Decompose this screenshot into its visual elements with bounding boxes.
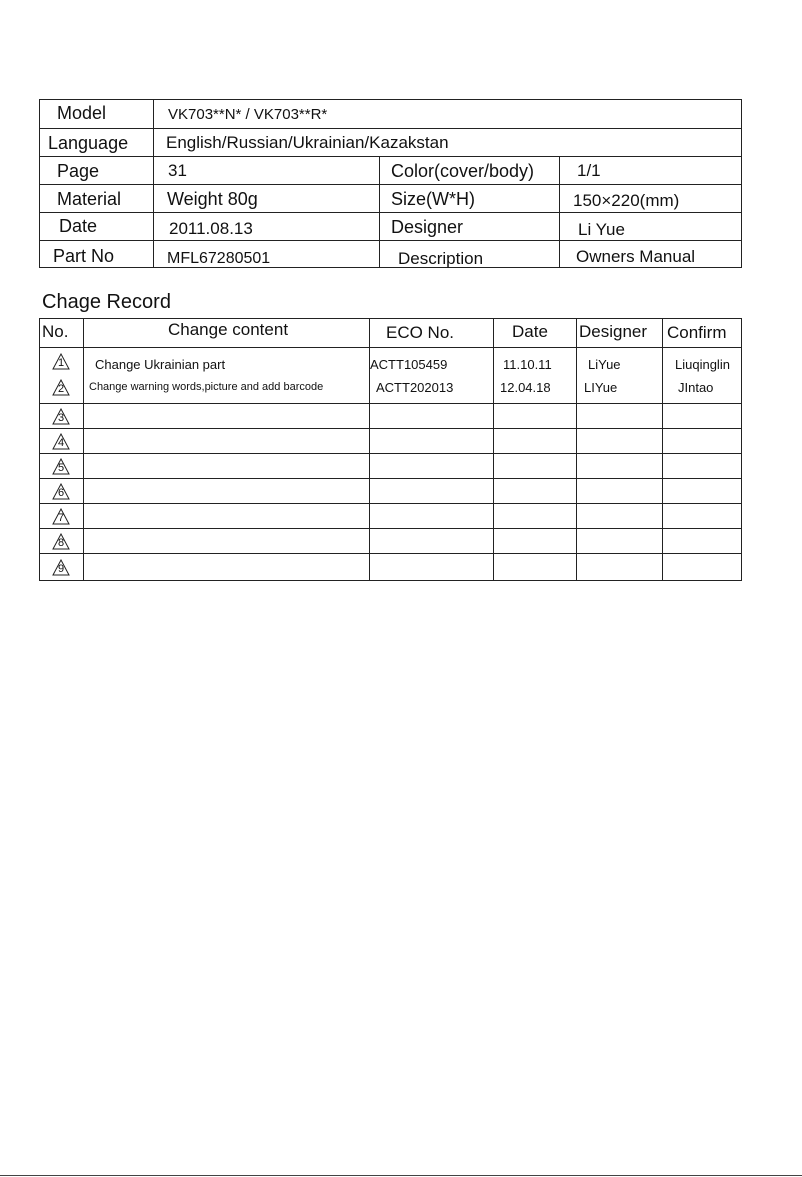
page-label-cell <box>40 157 153 185</box>
table-row <box>40 528 741 553</box>
info-row-partno <box>40 240 741 268</box>
page-label: Page <box>57 161 100 181</box>
size-label: Size(W*H) <box>391 189 475 209</box>
table-row <box>40 478 741 503</box>
row-confirm: Liuqinglin <box>675 357 730 372</box>
row-confirm-cell <box>662 479 741 503</box>
row-date: 12.04.18 <box>500 380 551 395</box>
row-eco-cell <box>369 479 493 503</box>
row-eco-cell <box>369 348 493 403</box>
row-eco-cell <box>369 429 493 453</box>
row-no-cell <box>40 504 83 528</box>
model-value-cell <box>153 100 741 128</box>
row-designer: LIYue <box>584 380 618 395</box>
row-no-cell <box>40 479 83 503</box>
row-eco-cell <box>369 529 493 553</box>
table-row <box>40 553 741 580</box>
model-value: VK703**N* / VK703**R* <box>168 106 328 123</box>
header-no: No. <box>42 322 69 341</box>
change-record-header <box>40 319 741 347</box>
size-value-cell <box>559 185 741 213</box>
date-label-cell <box>40 213 153 241</box>
row-date-cell <box>493 529 576 553</box>
language-label-cell <box>40 129 153 157</box>
row-no: 2 <box>57 383 65 395</box>
revision-triangle-icon <box>52 533 70 550</box>
table-row <box>40 403 741 428</box>
row-confirm-cell <box>662 529 741 553</box>
header-designer-cell <box>576 319 662 347</box>
row-no-cell <box>40 348 83 403</box>
date-label: Date <box>59 216 98 236</box>
header-confirm: Confirm <box>667 323 727 342</box>
row-confirm-cell <box>662 504 741 528</box>
model-label-cell <box>40 100 153 128</box>
table-row <box>40 428 741 453</box>
partno-value: MFL67280501 <box>167 250 271 267</box>
row-no-cell <box>40 404 83 428</box>
description-label-cell <box>379 241 559 268</box>
description-value-cell <box>559 241 741 268</box>
language-value: English/Russian/Ukrainian/Kazakstan <box>166 133 449 152</box>
description-label: Description <box>398 249 484 268</box>
row-eco-cell <box>369 454 493 478</box>
row-content: Change Ukrainian part <box>95 357 226 372</box>
change-record-title: Chage Record <box>42 291 171 313</box>
row-date-cell <box>493 429 576 453</box>
row-no: 8 <box>57 537 65 549</box>
row-date-cell <box>493 504 576 528</box>
row-no: 1 <box>57 357 65 369</box>
info-row-date <box>40 212 741 241</box>
info-row-material <box>40 184 741 213</box>
row-no: 4 <box>57 437 65 449</box>
row-date-cell <box>493 479 576 503</box>
revision-triangle-icon <box>52 379 70 396</box>
row-no: 9 <box>57 563 65 575</box>
table-row <box>40 503 741 528</box>
row-designer-cell <box>576 529 662 553</box>
row-confirm-cell <box>662 348 741 403</box>
material-label: Material <box>57 189 122 209</box>
material-value-cell <box>153 185 379 213</box>
header-eco-cell <box>369 319 493 347</box>
header-confirm-cell <box>662 319 741 347</box>
row-content-cell <box>83 504 369 528</box>
revision-triangle-icon <box>52 559 70 576</box>
row-designer: LiYue <box>588 357 621 372</box>
table-row <box>40 347 741 403</box>
size-value: 150×220(mm) <box>573 191 680 210</box>
header-eco: ECO No. <box>386 323 455 342</box>
info-row-model <box>40 100 741 128</box>
row-date-cell <box>493 454 576 478</box>
size-label-cell <box>379 185 559 213</box>
partno-label-cell <box>40 241 153 268</box>
row-content: Change warning words,picture and add barcode <box>89 381 324 393</box>
date-value: 2011.08.13 <box>169 219 253 238</box>
partno-label: Part No <box>53 246 115 266</box>
designer-label-cell <box>379 213 559 241</box>
row-no-cell <box>40 529 83 553</box>
header-date-cell <box>493 319 576 347</box>
row-no-cell <box>40 429 83 453</box>
row-confirm-cell <box>662 454 741 478</box>
row-no-cell <box>40 454 83 478</box>
info-table <box>39 99 742 268</box>
revision-triangle-icon <box>52 353 70 370</box>
designer-label: Designer <box>391 217 464 237</box>
color-value: 1/1 <box>577 161 601 180</box>
row-designer-cell <box>576 554 662 580</box>
row-date-cell <box>493 348 576 403</box>
header-no-cell <box>40 319 83 347</box>
row-content-cell <box>83 554 369 580</box>
row-eco-cell <box>369 404 493 428</box>
color-label-cell <box>379 157 559 185</box>
row-designer-cell <box>576 348 662 403</box>
revision-triangle-icon <box>52 508 70 525</box>
revision-triangle-icon <box>52 433 70 450</box>
change-record-table <box>39 318 742 581</box>
row-eco: ACTT105459 <box>370 357 448 372</box>
model-label: Model <box>57 103 107 123</box>
row-date-cell <box>493 404 576 428</box>
language-label: Language <box>48 133 129 153</box>
revision-triangle-icon <box>52 458 70 475</box>
row-content-cell <box>83 479 369 503</box>
language-value-cell <box>153 129 741 157</box>
row-no: 5 <box>57 462 65 474</box>
table-row <box>40 453 741 478</box>
header-designer: Designer <box>579 322 648 341</box>
revision-triangle-icon <box>52 483 70 500</box>
row-no: 6 <box>57 487 65 499</box>
row-eco-cell <box>369 554 493 580</box>
row-content-cell <box>83 429 369 453</box>
row-confirm-cell <box>662 429 741 453</box>
row-eco-cell <box>369 504 493 528</box>
color-label: Color(cover/body) <box>391 161 535 181</box>
row-designer-cell <box>576 454 662 478</box>
row-designer-cell <box>576 504 662 528</box>
info-row-language <box>40 128 741 157</box>
partno-value-cell <box>153 241 379 268</box>
material-value: Weight 80g <box>167 189 258 209</box>
material-label-cell <box>40 185 153 213</box>
row-no-cell <box>40 554 83 580</box>
row-no: 3 <box>57 412 65 424</box>
designer-value-cell <box>559 213 741 241</box>
row-designer-cell <box>576 404 662 428</box>
row-content-cell <box>83 454 369 478</box>
page-value: 31 <box>168 161 187 180</box>
row-confirm: JIntao <box>678 380 714 395</box>
revision-triangle-icon <box>52 408 70 425</box>
description-value: Owners Manual <box>576 247 696 266</box>
row-confirm-cell <box>662 404 741 428</box>
row-date: 11.10.11 <box>503 357 552 372</box>
page-bottom-rule <box>0 1175 802 1176</box>
row-content-cell <box>83 529 369 553</box>
row-designer-cell <box>576 479 662 503</box>
row-content-cell <box>83 348 369 403</box>
date-value-cell <box>153 213 379 241</box>
color-value-cell <box>559 157 741 185</box>
designer-value: Li Yue <box>578 220 625 239</box>
row-content-cell <box>83 404 369 428</box>
page-value-cell <box>153 157 379 185</box>
row-eco: ACTT202013 <box>376 380 454 395</box>
header-content: Change content <box>168 320 289 339</box>
row-date-cell <box>493 554 576 580</box>
info-row-page <box>40 156 741 185</box>
row-designer-cell <box>576 429 662 453</box>
header-content-cell <box>83 319 369 347</box>
header-date: Date <box>512 322 548 341</box>
row-confirm-cell <box>662 554 741 580</box>
row-no: 7 <box>57 512 65 524</box>
